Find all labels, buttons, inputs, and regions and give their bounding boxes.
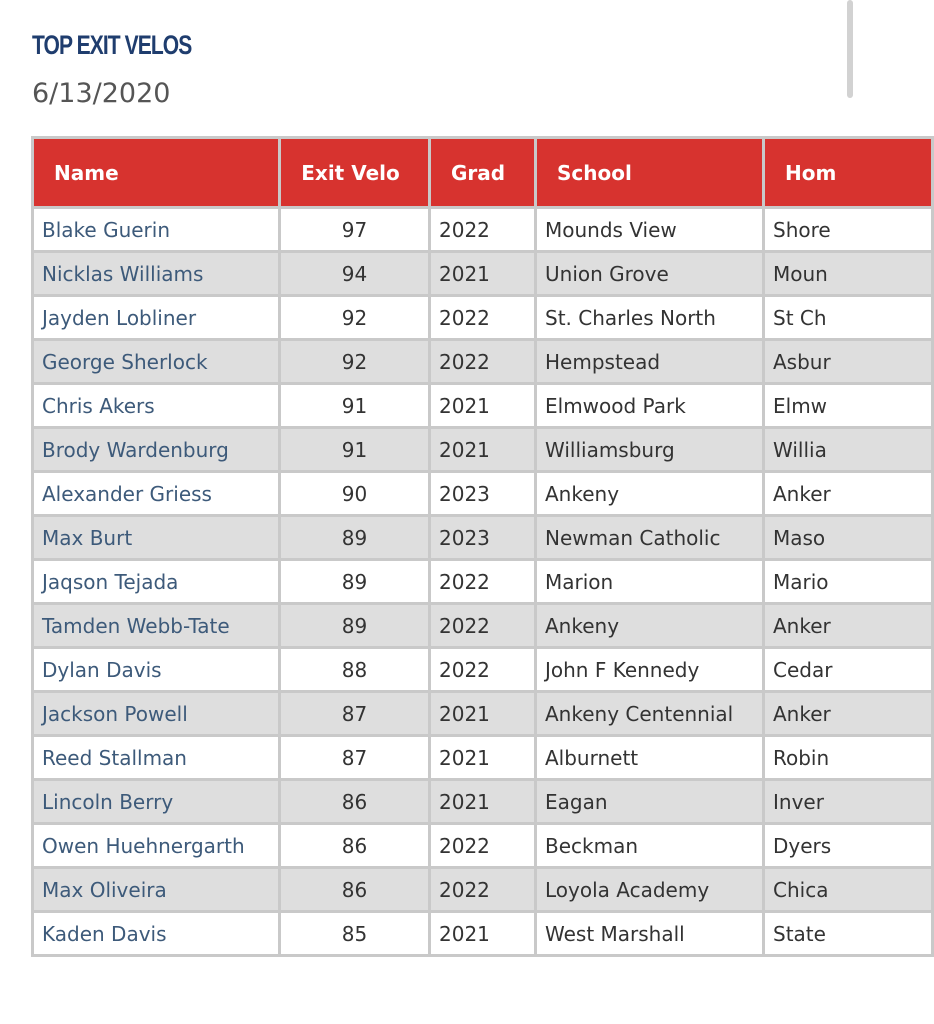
cell-exit-velo: 90	[280, 472, 430, 516]
cell-grad: 2022	[430, 648, 536, 692]
cell-school: Union Grove	[536, 252, 764, 296]
cell-name[interactable]: Brody Wardenburg	[33, 428, 280, 472]
cell-name[interactable]: Tamden Webb-Tate	[33, 604, 280, 648]
table-row	[33, 472, 933, 516]
cell-hometown: Dyers	[764, 824, 933, 868]
cell-name[interactable]: Jayden Lobliner	[33, 296, 280, 340]
cell-grad: 2021	[430, 736, 536, 780]
cell-hometown: Elmw	[764, 384, 933, 428]
cell-name[interactable]: Jaqson Tejada	[33, 560, 280, 604]
cell-name[interactable]: Max Burt	[33, 516, 280, 560]
cell-school: Elmwood Park	[536, 384, 764, 428]
cell-school: Newman Catholic	[536, 516, 764, 560]
cell-hometown: Anker	[764, 692, 933, 736]
cell-grad: 2022	[430, 208, 536, 252]
table-row	[33, 736, 933, 780]
scrollbar[interactable]	[847, 0, 853, 98]
table-header-row	[33, 138, 933, 208]
cell-exit-velo: 97	[280, 208, 430, 252]
cell-school: Hempstead	[536, 340, 764, 384]
cell-name[interactable]: Nicklas Williams	[33, 252, 280, 296]
table-row	[33, 208, 933, 252]
cell-grad: 2023	[430, 472, 536, 516]
table-row	[33, 340, 933, 384]
cell-exit-velo: 88	[280, 648, 430, 692]
table-row	[33, 912, 933, 956]
cell-grad: 2022	[430, 868, 536, 912]
cell-name[interactable]: Owen Huehnergarth	[33, 824, 280, 868]
cell-school: Mounds View	[536, 208, 764, 252]
cell-name[interactable]: Dylan Davis	[33, 648, 280, 692]
table-row	[33, 252, 933, 296]
cell-exit-velo: 89	[280, 560, 430, 604]
cell-hometown: Asbur	[764, 340, 933, 384]
table-row	[33, 824, 933, 868]
cell-grad: 2022	[430, 340, 536, 384]
cell-hometown: Cedar	[764, 648, 933, 692]
cell-grad: 2021	[430, 252, 536, 296]
cell-school: Beckman	[536, 824, 764, 868]
cell-hometown: Maso	[764, 516, 933, 560]
cell-exit-velo: 86	[280, 868, 430, 912]
cell-grad: 2022	[430, 824, 536, 868]
cell-grad: 2021	[430, 780, 536, 824]
page-date: 6/13/2020	[32, 78, 171, 109]
cell-grad: 2021	[430, 428, 536, 472]
table-row	[33, 604, 933, 648]
cell-school: Williamsburg	[536, 428, 764, 472]
cell-name[interactable]: Reed Stallman	[33, 736, 280, 780]
cell-exit-velo: 85	[280, 912, 430, 956]
cell-school: Alburnett	[536, 736, 764, 780]
cell-name[interactable]: Jackson Powell	[33, 692, 280, 736]
cell-hometown: Chica	[764, 868, 933, 912]
cell-exit-velo: 86	[280, 780, 430, 824]
cell-grad: 2022	[430, 560, 536, 604]
cell-hometown: St Ch	[764, 296, 933, 340]
cell-exit-velo: 92	[280, 296, 430, 340]
cell-exit-velo: 89	[280, 604, 430, 648]
cell-name[interactable]: Alexander Griess	[33, 472, 280, 516]
cell-grad: 2021	[430, 384, 536, 428]
table-row	[33, 648, 933, 692]
exit-velo-table	[31, 136, 934, 957]
column-header-exit-velo[interactable]: Exit Velo	[280, 138, 430, 208]
column-header-grad[interactable]: Grad	[430, 138, 536, 208]
cell-hometown: Mario	[764, 560, 933, 604]
cell-exit-velo: 94	[280, 252, 430, 296]
cell-exit-velo: 89	[280, 516, 430, 560]
cell-exit-velo: 91	[280, 428, 430, 472]
cell-exit-velo: 86	[280, 824, 430, 868]
cell-school: Ankeny Centennial	[536, 692, 764, 736]
cell-exit-velo: 92	[280, 340, 430, 384]
cell-school: Eagan	[536, 780, 764, 824]
cell-exit-velo: 87	[280, 736, 430, 780]
cell-hometown: Willia	[764, 428, 933, 472]
cell-school: Ankeny	[536, 604, 764, 648]
cell-name[interactable]: Lincoln Berry	[33, 780, 280, 824]
cell-school: St. Charles North	[536, 296, 764, 340]
cell-hometown: Inver	[764, 780, 933, 824]
column-header-name[interactable]: Name	[33, 138, 280, 208]
cell-name[interactable]: George Sherlock	[33, 340, 280, 384]
column-header-hometown[interactable]: Hom	[764, 138, 933, 208]
cell-grad: 2023	[430, 516, 536, 560]
cell-hometown: Shore	[764, 208, 933, 252]
cell-hometown: Anker	[764, 472, 933, 516]
cell-name[interactable]: Max Oliveira	[33, 868, 280, 912]
cell-grad: 2021	[430, 692, 536, 736]
cell-school: West Marshall	[536, 912, 764, 956]
cell-school: Marion	[536, 560, 764, 604]
table-row	[33, 868, 933, 912]
cell-school: Loyola Academy	[536, 868, 764, 912]
cell-hometown: State	[764, 912, 933, 956]
cell-grad: 2022	[430, 604, 536, 648]
column-header-school[interactable]: School	[536, 138, 764, 208]
cell-hometown: Robin	[764, 736, 933, 780]
exit-velo-table-container[interactable]	[31, 136, 837, 1006]
cell-grad: 2022	[430, 296, 536, 340]
table-row	[33, 780, 933, 824]
cell-name[interactable]: Kaden Davis	[33, 912, 280, 956]
table-row	[33, 516, 933, 560]
cell-school: John F Kennedy	[536, 648, 764, 692]
cell-hometown: Moun	[764, 252, 933, 296]
cell-name[interactable]: Chris Akers	[33, 384, 280, 428]
cell-hometown: Anker	[764, 604, 933, 648]
table-row	[33, 296, 933, 340]
page-title: TOP EXIT VELOS	[32, 30, 192, 60]
table-row	[33, 428, 933, 472]
cell-exit-velo: 87	[280, 692, 430, 736]
cell-name[interactable]: Blake Guerin	[33, 208, 280, 252]
cell-school: Ankeny	[536, 472, 764, 516]
table-row	[33, 384, 933, 428]
table-body	[33, 208, 933, 956]
table-row	[33, 692, 933, 736]
cell-exit-velo: 91	[280, 384, 430, 428]
cell-grad: 2021	[430, 912, 536, 956]
table-row	[33, 560, 933, 604]
